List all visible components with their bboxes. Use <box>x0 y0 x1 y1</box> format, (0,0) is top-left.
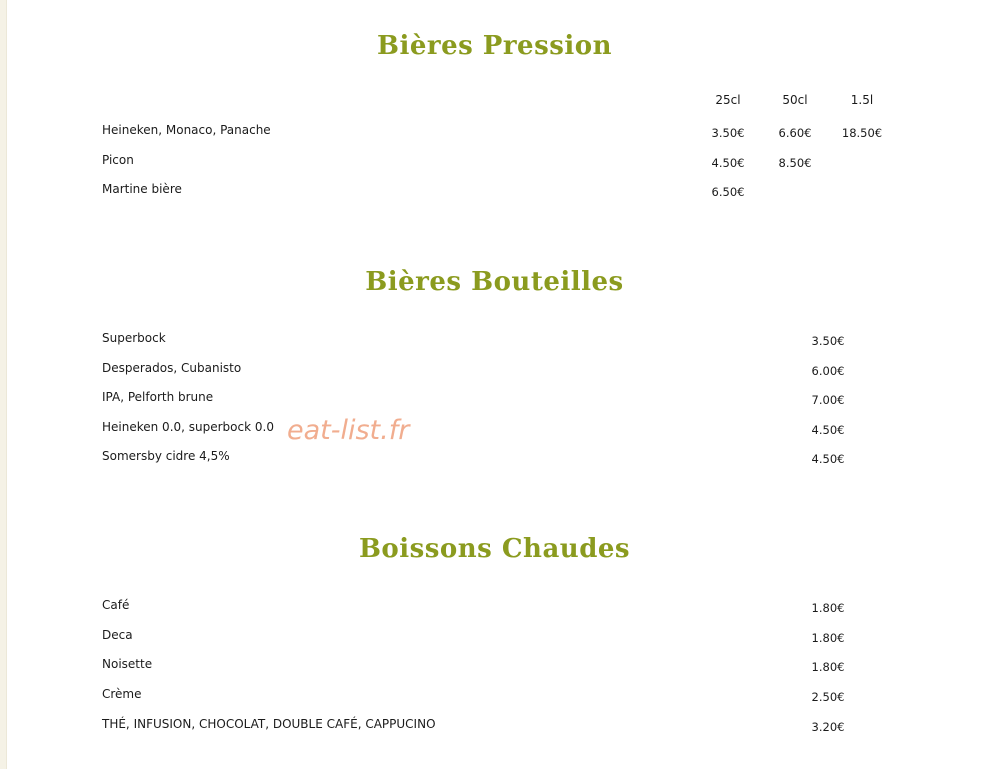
menu-row <box>0 122 989 144</box>
item-price: 4.50€ <box>811 423 845 437</box>
item-price: 7.00€ <box>811 393 845 407</box>
menu-row <box>0 597 989 619</box>
item-price-50cl: 8.50€ <box>778 156 812 170</box>
menu-row <box>0 716 989 738</box>
menu-row <box>0 448 989 470</box>
left-page-edge <box>0 0 7 769</box>
item-name: Martine bière <box>102 182 182 196</box>
item-name: Heineken, Monaco, Panache <box>102 123 271 137</box>
item-price-25cl: 6.50€ <box>711 185 745 199</box>
menu-row <box>0 330 989 352</box>
item-price: 2.50€ <box>811 690 845 704</box>
item-name: Desperados, Cubanisto <box>102 361 242 375</box>
item-price: 3.20€ <box>811 720 845 734</box>
column-header-25cl: 25cl <box>715 93 741 107</box>
item-name: IPA, Pelforth brune <box>102 390 214 404</box>
item-name: Picon <box>102 153 134 167</box>
column-header-1-5l: 1.5l <box>850 93 874 107</box>
menu-row <box>0 627 989 649</box>
watermark-text: eat-list.fr <box>287 415 410 446</box>
menu-row <box>0 419 989 441</box>
item-price: 1.80€ <box>811 601 845 615</box>
item-name: THÉ, INFUSION, CHOCOLAT, DOUBLE CAFÉ, CAPPUCINO <box>102 717 436 731</box>
item-price: 1.80€ <box>811 660 845 674</box>
item-price: 1.80€ <box>811 631 845 645</box>
menu-row <box>0 686 989 708</box>
item-price: 3.50€ <box>811 334 845 348</box>
item-name: Deca <box>102 628 133 642</box>
item-price-50cl: 6.60€ <box>778 126 812 140</box>
item-price: 6.00€ <box>811 364 845 378</box>
item-price-1-5l: 18.50€ <box>841 126 883 140</box>
menu-row <box>0 389 989 411</box>
item-price: 4.50€ <box>811 452 845 466</box>
item-name: Crème <box>102 687 142 701</box>
item-name: Café <box>102 598 130 612</box>
item-name: Noisette <box>102 657 153 671</box>
item-name: Somersby cidre 4,5% <box>102 449 230 463</box>
item-price-25cl: 4.50€ <box>711 156 745 170</box>
section-title-bieres-bouteilles: Bières Bouteilles <box>365 267 624 297</box>
menu-row <box>0 181 989 203</box>
column-header-50cl: 50cl <box>782 93 808 107</box>
section-title-boissons-chaudes: Boissons Chaudes <box>358 534 631 564</box>
menu-row <box>0 656 989 678</box>
item-name: Superbock <box>102 331 166 345</box>
section-title-bieres-pression: Bières Pression <box>376 31 612 61</box>
item-price-25cl: 3.50€ <box>711 126 745 140</box>
menu-row <box>0 360 989 382</box>
menu-row <box>0 152 989 174</box>
item-name: Heineken 0.0, superbock 0.0 <box>102 420 274 434</box>
